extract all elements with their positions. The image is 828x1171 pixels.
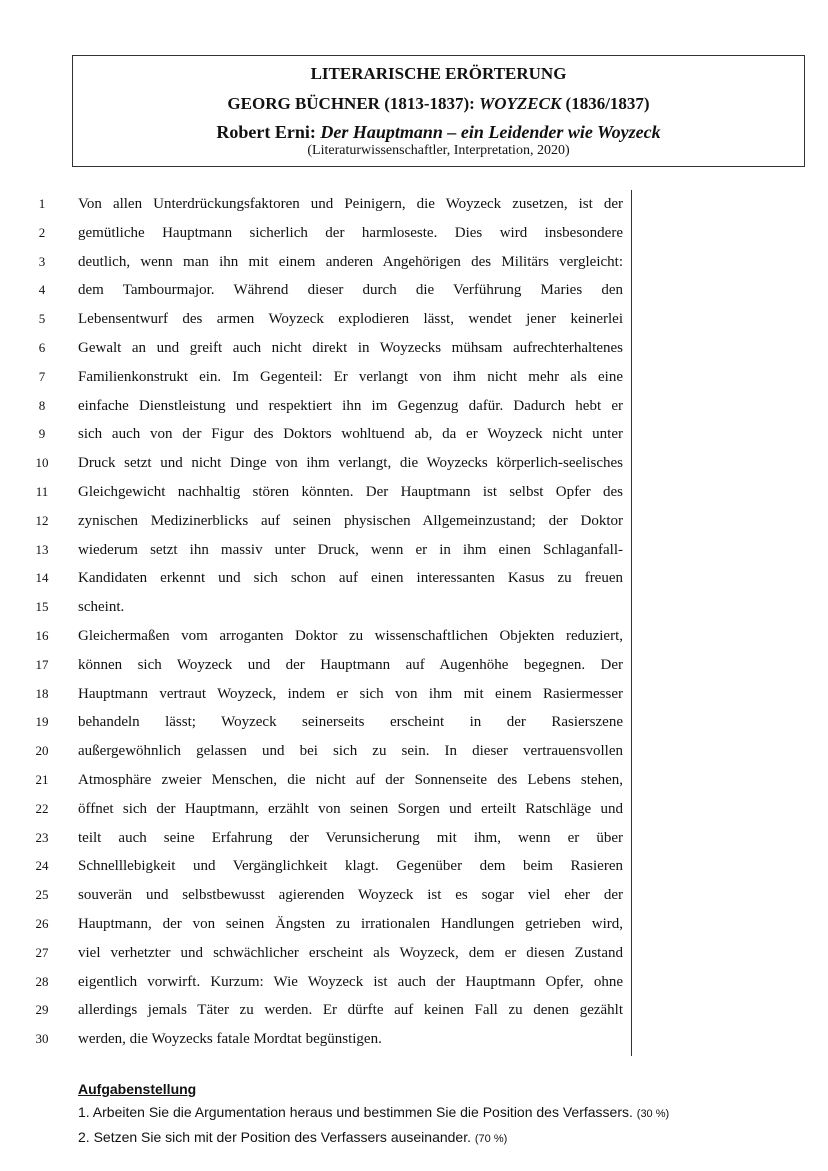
line-number: 12 bbox=[35, 512, 49, 528]
line-number: 8 bbox=[38, 397, 46, 413]
line-text: behandeln lässt; Woyzeck seinerseits erscheint in der Rasierszene bbox=[78, 714, 623, 731]
work-years: (1836/1837) bbox=[561, 94, 650, 113]
line-text: Gewalt an und greift auch nicht direkt in Woyzecks mühsam aufrechterhaltenes bbox=[78, 339, 623, 356]
line-number: 22 bbox=[35, 800, 49, 816]
line-text: öffnet sich der Hauptmann, erzählt von seinen Sorgen und erteilt Ratschläge und bbox=[78, 800, 623, 817]
line-number: 2 bbox=[38, 224, 46, 240]
line-text: scheint. bbox=[78, 599, 125, 616]
line-number: 4 bbox=[38, 282, 46, 298]
line-number: 23 bbox=[35, 829, 49, 845]
line-number: 26 bbox=[35, 915, 49, 931]
line-text: eigentlich vorwirft. Kurzum: Wie Woyzeck ist auch der Hauptmann Opfer, ohne bbox=[78, 973, 623, 990]
line-text: Familienkonstrukt ein. Im Gegenteil: Er verlangt von ihm nicht mehr als eine bbox=[78, 368, 623, 385]
essay-source: (Literaturwissenschaftler, Interpretation, 2020) bbox=[307, 143, 570, 158]
task-weight: (70 %) bbox=[474, 1133, 508, 1145]
task-item bbox=[78, 1126, 669, 1151]
work-title: WOYZECK bbox=[479, 94, 562, 113]
header-box bbox=[72, 55, 805, 167]
line-text: allerdings jemals Täter zu werden. Er dürfte auf keinen Fall zu denen gezählt bbox=[78, 1002, 623, 1019]
line-number: 18 bbox=[35, 685, 49, 701]
line-number: 29 bbox=[35, 1002, 49, 1018]
line-number: 28 bbox=[35, 973, 49, 989]
task-section bbox=[78, 1078, 669, 1151]
line-number: 20 bbox=[35, 743, 49, 759]
line-text: dem Tambourmajor. Während dieser durch die Verführung Maries den bbox=[78, 282, 623, 299]
line-number: 10 bbox=[35, 455, 49, 471]
task-heading: Aufgabenstellung bbox=[78, 1081, 197, 1097]
line-number: 11 bbox=[35, 483, 49, 499]
task-text: 2. Setzen Sie sich mit der Position des Verfassers auseinander. bbox=[78, 1129, 471, 1145]
line-text: einfache Dienstleistung und respektiert ihn im Gegenzug dafür. Dadurch hebt er bbox=[78, 397, 623, 414]
work-author: GEORG BÜCHNER (1813-1837): bbox=[227, 94, 480, 113]
line-text: sich auch von der Figur des Doktors wohltuend ab, da er Woyzeck nicht unter bbox=[78, 426, 623, 443]
line-number: 3 bbox=[38, 253, 46, 269]
task-text: 1. Arbeiten Sie die Argumentation heraus und bestimmen Sie die Position des Verfassers. bbox=[78, 1104, 633, 1120]
line-number: 5 bbox=[38, 311, 46, 327]
line-text: Kandidaten erkennt und sich schon auf einen interessanten Kasus zu freuen bbox=[78, 570, 623, 587]
line-text: Druck setzt und nicht Dinge von ihm verlangt, die Woyzecks körperlich-seelisches bbox=[78, 455, 623, 472]
line-number: 21 bbox=[35, 771, 49, 787]
line-text: Schnelllebigkeit und Vergänglichkeit klagt. Gegenüber dem beim Rasieren bbox=[78, 858, 623, 875]
line-text: Hauptmann vertraut Woyzeck, indem er sich von ihm mit einem Rasiermesser bbox=[78, 685, 623, 702]
line-text: wiederum setzt ihn massiv unter Druck, wenn er in ihm einen Schlaganfall- bbox=[78, 541, 623, 558]
line-text: Gleichgewicht nachhaltig stören könnten. Der Hauptmann ist selbst Opfer des bbox=[78, 483, 623, 500]
essay-title: Der Hauptmann – ein Leidender wie Woyzeck bbox=[320, 122, 661, 142]
line-text: außergewöhnlich gelassen und bei sich zu sein. In dieser vertrauensvollen bbox=[78, 743, 623, 760]
line-number: 24 bbox=[35, 858, 49, 874]
line-text: Lebensentwurf des armen Woyzeck explodieren lässt, wendet jener keinerlei bbox=[78, 311, 623, 328]
line-text: Von allen Unterdrückungsfaktoren und Peinigern, die Woyzeck zusetzen, ist der bbox=[78, 196, 623, 212]
line-text: souverän und selbstbewusst agierenden Woyzeck ist es sogar viel eher der bbox=[78, 887, 623, 904]
line-number: 13 bbox=[35, 541, 49, 557]
line-number: 17 bbox=[35, 656, 49, 672]
line-text: können sich Woyzeck und der Hauptmann auf Augenhöhe begegnen. Der bbox=[78, 656, 623, 673]
line-number: 6 bbox=[38, 339, 46, 355]
line-number: 14 bbox=[35, 570, 49, 586]
line-number: 15 bbox=[35, 599, 49, 615]
line-number: 1 bbox=[38, 196, 46, 211]
line-number: 30 bbox=[35, 1031, 49, 1047]
task-item bbox=[78, 1101, 669, 1126]
line-number: 25 bbox=[35, 887, 49, 903]
essay-line bbox=[73, 122, 804, 143]
line-number: 19 bbox=[35, 714, 49, 730]
line-text: viel verhetzter und schwächlicher erscheint als Woyzeck, dem er diesen Zustand bbox=[78, 944, 623, 961]
line-text: gemütliche Hauptmann sicherlich der harmloseste. Dies wird insbesondere bbox=[78, 224, 623, 241]
work-line bbox=[73, 94, 804, 114]
line-text: werden, die Woyzecks fatale Mordtat begünstigen. bbox=[78, 1031, 382, 1048]
line-text: Hauptmann, der von seinen Ängsten zu irrationalen Handlungen getrieben wird, bbox=[78, 915, 623, 932]
essay-author: Robert Erni: bbox=[216, 122, 321, 142]
line-text: zynischen Medizinerblicks auf seinen physischen Allgemeinzustand; der Doktor bbox=[78, 512, 623, 529]
line-number: 27 bbox=[35, 944, 49, 960]
line-number: 16 bbox=[35, 627, 49, 643]
line-text: teilt auch seine Erfahrung der Verunsicherung mit ihm, wenn er über bbox=[78, 829, 623, 846]
line-number: 9 bbox=[38, 426, 46, 442]
line-number: 7 bbox=[38, 368, 46, 384]
task-weight: (30 %) bbox=[636, 1108, 670, 1120]
margin-line bbox=[631, 190, 632, 1056]
line-text: deutlich, wenn man ihn mit einem anderen Angehörigen des Militärs vergleicht: bbox=[78, 253, 623, 270]
line-text: Gleichermaßen vom arroganten Doktor zu wissenschaftlichen Objekten reduziert, bbox=[78, 627, 623, 644]
document-title: LITERARISCHE ERÖRTERUNG bbox=[310, 64, 567, 83]
line-text: Atmosphäre zweier Menschen, die nicht auf der Sonnenseite des Lebens stehen, bbox=[78, 771, 623, 788]
